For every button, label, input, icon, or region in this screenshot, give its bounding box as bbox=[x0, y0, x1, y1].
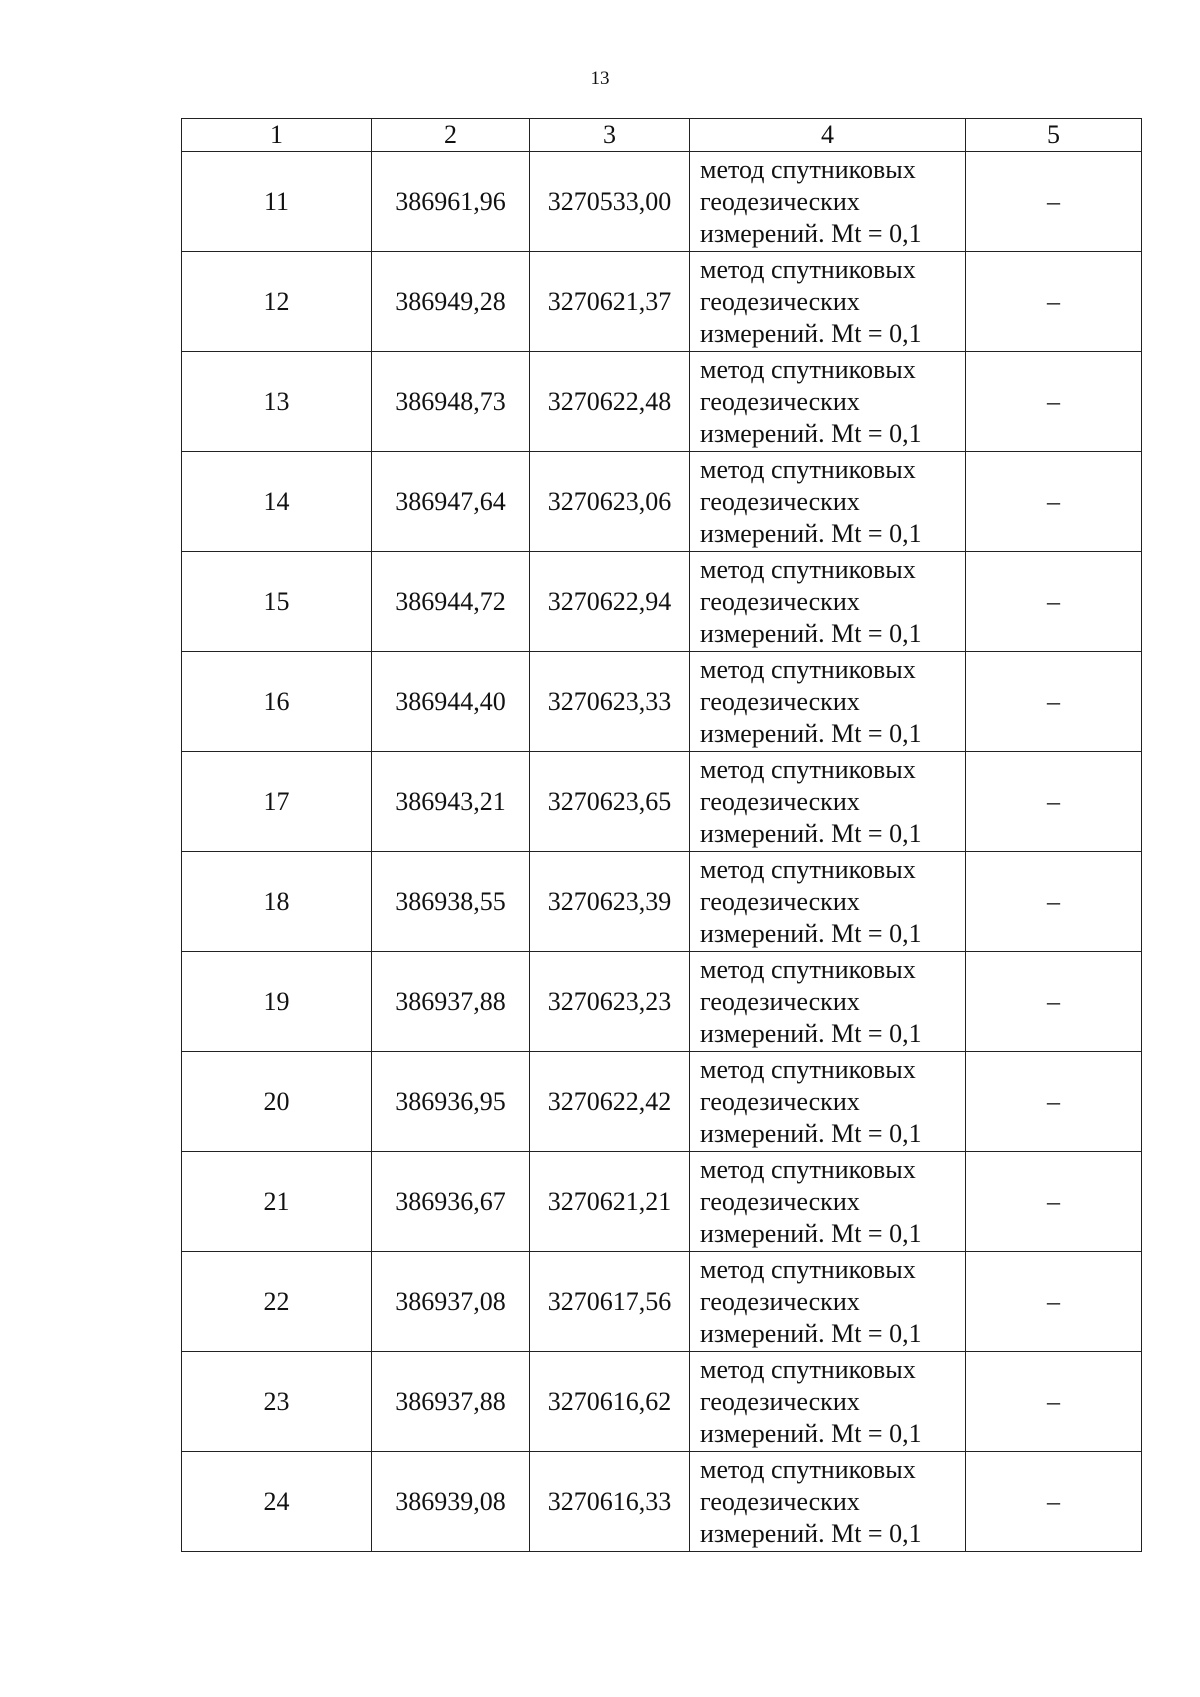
table-body bbox=[182, 152, 1142, 1552]
method-line: измерений. Mt = 0,1 bbox=[700, 918, 922, 948]
table-row bbox=[182, 352, 1142, 452]
point-number-cell: 23 bbox=[182, 1352, 372, 1452]
note-cell: – bbox=[966, 752, 1142, 852]
table-row bbox=[182, 652, 1142, 752]
y-coordinate-cell: 3270623,65 bbox=[530, 752, 690, 852]
x-coordinate-cell: 386936,67 bbox=[372, 1152, 530, 1252]
x-coordinate-cell: 386961,96 bbox=[372, 152, 530, 252]
method-cell bbox=[690, 152, 966, 252]
y-coordinate-cell: 3270621,21 bbox=[530, 1152, 690, 1252]
note-cell: – bbox=[966, 152, 1142, 252]
point-number-cell: 22 bbox=[182, 1252, 372, 1352]
method-line: геодезических bbox=[700, 286, 860, 316]
table-row bbox=[182, 152, 1142, 252]
y-coordinate-cell: 3270617,56 bbox=[530, 1252, 690, 1352]
method-line: геодезических bbox=[700, 486, 860, 516]
table-row bbox=[182, 852, 1142, 952]
table-row bbox=[182, 1052, 1142, 1152]
column-header: 5 bbox=[966, 119, 1142, 152]
method-line: измерений. Mt = 0,1 bbox=[700, 518, 922, 548]
x-coordinate-cell: 386937,08 bbox=[372, 1252, 530, 1352]
page-number: 13 bbox=[590, 68, 610, 89]
method-line: геодезических bbox=[700, 1286, 860, 1316]
point-number-cell: 15 bbox=[182, 552, 372, 652]
y-coordinate-cell: 3270621,37 bbox=[530, 252, 690, 352]
y-coordinate-cell: 3270623,06 bbox=[530, 452, 690, 552]
y-coordinate-cell: 3270616,33 bbox=[530, 1452, 690, 1552]
point-number-cell: 18 bbox=[182, 852, 372, 952]
method-line: измерений. Mt = 0,1 bbox=[700, 1518, 922, 1548]
x-coordinate-cell: 386937,88 bbox=[372, 1352, 530, 1452]
method-line: геодезических bbox=[700, 786, 860, 816]
x-coordinate-cell: 386939,08 bbox=[372, 1452, 530, 1552]
method-line: измерений. Mt = 0,1 bbox=[700, 218, 922, 248]
method-line: метод спутниковых bbox=[700, 554, 916, 584]
note-cell: – bbox=[966, 452, 1142, 552]
y-coordinate-cell: 3270533,00 bbox=[530, 152, 690, 252]
point-number-cell: 12 bbox=[182, 252, 372, 352]
method-line: метод спутниковых bbox=[700, 154, 916, 184]
point-number-cell: 20 bbox=[182, 1052, 372, 1152]
method-line: измерений. Mt = 0,1 bbox=[700, 318, 922, 348]
method-cell bbox=[690, 452, 966, 552]
note-cell: – bbox=[966, 352, 1142, 452]
method-line: метод спутниковых bbox=[700, 654, 916, 684]
note-cell: – bbox=[966, 1352, 1142, 1452]
note-cell: – bbox=[966, 1152, 1142, 1252]
method-line: метод спутниковых bbox=[700, 454, 916, 484]
x-coordinate-cell: 386947,64 bbox=[372, 452, 530, 552]
method-line: измерений. Mt = 0,1 bbox=[700, 618, 922, 648]
method-cell bbox=[690, 952, 966, 1052]
method-line: геодезических bbox=[700, 386, 860, 416]
method-line: геодезических bbox=[700, 1086, 860, 1116]
method-line: геодезических bbox=[700, 886, 860, 916]
x-coordinate-cell: 386944,72 bbox=[372, 552, 530, 652]
table-row bbox=[182, 752, 1142, 852]
method-line: геодезических bbox=[700, 586, 860, 616]
method-cell bbox=[690, 1252, 966, 1352]
table-row bbox=[182, 252, 1142, 352]
method-cell bbox=[690, 1452, 966, 1552]
method-line: геодезических bbox=[700, 1386, 860, 1416]
method-line: метод спутниковых bbox=[700, 1154, 916, 1184]
x-coordinate-cell: 386938,55 bbox=[372, 852, 530, 952]
method-line: геодезических bbox=[700, 1186, 860, 1216]
method-line: измерений. Mt = 0,1 bbox=[700, 418, 922, 448]
note-cell: – bbox=[966, 552, 1142, 652]
y-coordinate-cell: 3270622,94 bbox=[530, 552, 690, 652]
method-line: метод спутниковых bbox=[700, 354, 916, 384]
x-coordinate-cell: 386937,88 bbox=[372, 952, 530, 1052]
table-row bbox=[182, 452, 1142, 552]
method-cell bbox=[690, 752, 966, 852]
method-line: измерений. Mt = 0,1 bbox=[700, 1118, 922, 1148]
note-cell: – bbox=[966, 952, 1142, 1052]
method-line: метод спутниковых bbox=[700, 254, 916, 284]
table-row bbox=[182, 952, 1142, 1052]
method-line: измерений. Mt = 0,1 bbox=[700, 1218, 922, 1248]
table-row bbox=[182, 1152, 1142, 1252]
y-coordinate-cell: 3270623,39 bbox=[530, 852, 690, 952]
method-line: метод спутниковых bbox=[700, 854, 916, 884]
method-cell bbox=[690, 1352, 966, 1452]
note-cell: – bbox=[966, 1052, 1142, 1152]
method-line: метод спутниковых bbox=[700, 1454, 916, 1484]
note-cell: – bbox=[966, 852, 1142, 952]
method-line: измерений. Mt = 0,1 bbox=[700, 818, 922, 848]
method-line: измерений. Mt = 0,1 bbox=[700, 1418, 922, 1448]
method-line: геодезических bbox=[700, 986, 860, 1016]
method-cell bbox=[690, 852, 966, 952]
method-line: измерений. Mt = 0,1 bbox=[700, 1018, 922, 1048]
point-number-cell: 19 bbox=[182, 952, 372, 1052]
table-row bbox=[182, 1452, 1142, 1552]
method-cell bbox=[690, 252, 966, 352]
method-cell bbox=[690, 1052, 966, 1152]
method-line: метод спутниковых bbox=[700, 1254, 916, 1284]
method-line: геодезических bbox=[700, 1486, 860, 1516]
method-line: метод спутниковых bbox=[700, 954, 916, 984]
column-header: 3 bbox=[530, 119, 690, 152]
method-line: геодезических bbox=[700, 686, 860, 716]
method-line: метод спутниковых bbox=[700, 1354, 916, 1384]
coordinates-table bbox=[181, 118, 1142, 1552]
y-coordinate-cell: 3270622,42 bbox=[530, 1052, 690, 1152]
method-line: геодезических bbox=[700, 186, 860, 216]
point-number-cell: 17 bbox=[182, 752, 372, 852]
table-row bbox=[182, 1252, 1142, 1352]
note-cell: – bbox=[966, 652, 1142, 752]
note-cell: – bbox=[966, 252, 1142, 352]
point-number-cell: 14 bbox=[182, 452, 372, 552]
note-cell: – bbox=[966, 1452, 1142, 1552]
y-coordinate-cell: 3270623,33 bbox=[530, 652, 690, 752]
method-line: измерений. Mt = 0,1 bbox=[700, 1318, 922, 1348]
y-coordinate-cell: 3270622,48 bbox=[530, 352, 690, 452]
y-coordinate-cell: 3270623,23 bbox=[530, 952, 690, 1052]
method-line: метод спутниковых bbox=[700, 1054, 916, 1084]
method-line: метод спутниковых bbox=[700, 754, 916, 784]
table-row bbox=[182, 552, 1142, 652]
point-number-cell: 21 bbox=[182, 1152, 372, 1252]
method-cell bbox=[690, 1152, 966, 1252]
table-row bbox=[182, 1352, 1142, 1452]
point-number-cell: 13 bbox=[182, 352, 372, 452]
method-cell bbox=[690, 652, 966, 752]
column-header: 2 bbox=[372, 119, 530, 152]
x-coordinate-cell: 386949,28 bbox=[372, 252, 530, 352]
note-cell: – bbox=[966, 1252, 1142, 1352]
method-cell bbox=[690, 552, 966, 652]
column-header: 4 bbox=[690, 119, 966, 152]
method-cell bbox=[690, 352, 966, 452]
point-number-cell: 11 bbox=[182, 152, 372, 252]
x-coordinate-cell: 386936,95 bbox=[372, 1052, 530, 1152]
method-line: измерений. Mt = 0,1 bbox=[700, 718, 922, 748]
point-number-cell: 24 bbox=[182, 1452, 372, 1552]
y-coordinate-cell: 3270616,62 bbox=[530, 1352, 690, 1452]
point-number-cell: 16 bbox=[182, 652, 372, 752]
x-coordinate-cell: 386948,73 bbox=[372, 352, 530, 452]
x-coordinate-cell: 386944,40 bbox=[372, 652, 530, 752]
table-header-row bbox=[182, 119, 1142, 152]
column-header: 1 bbox=[182, 119, 372, 152]
x-coordinate-cell: 386943,21 bbox=[372, 752, 530, 852]
